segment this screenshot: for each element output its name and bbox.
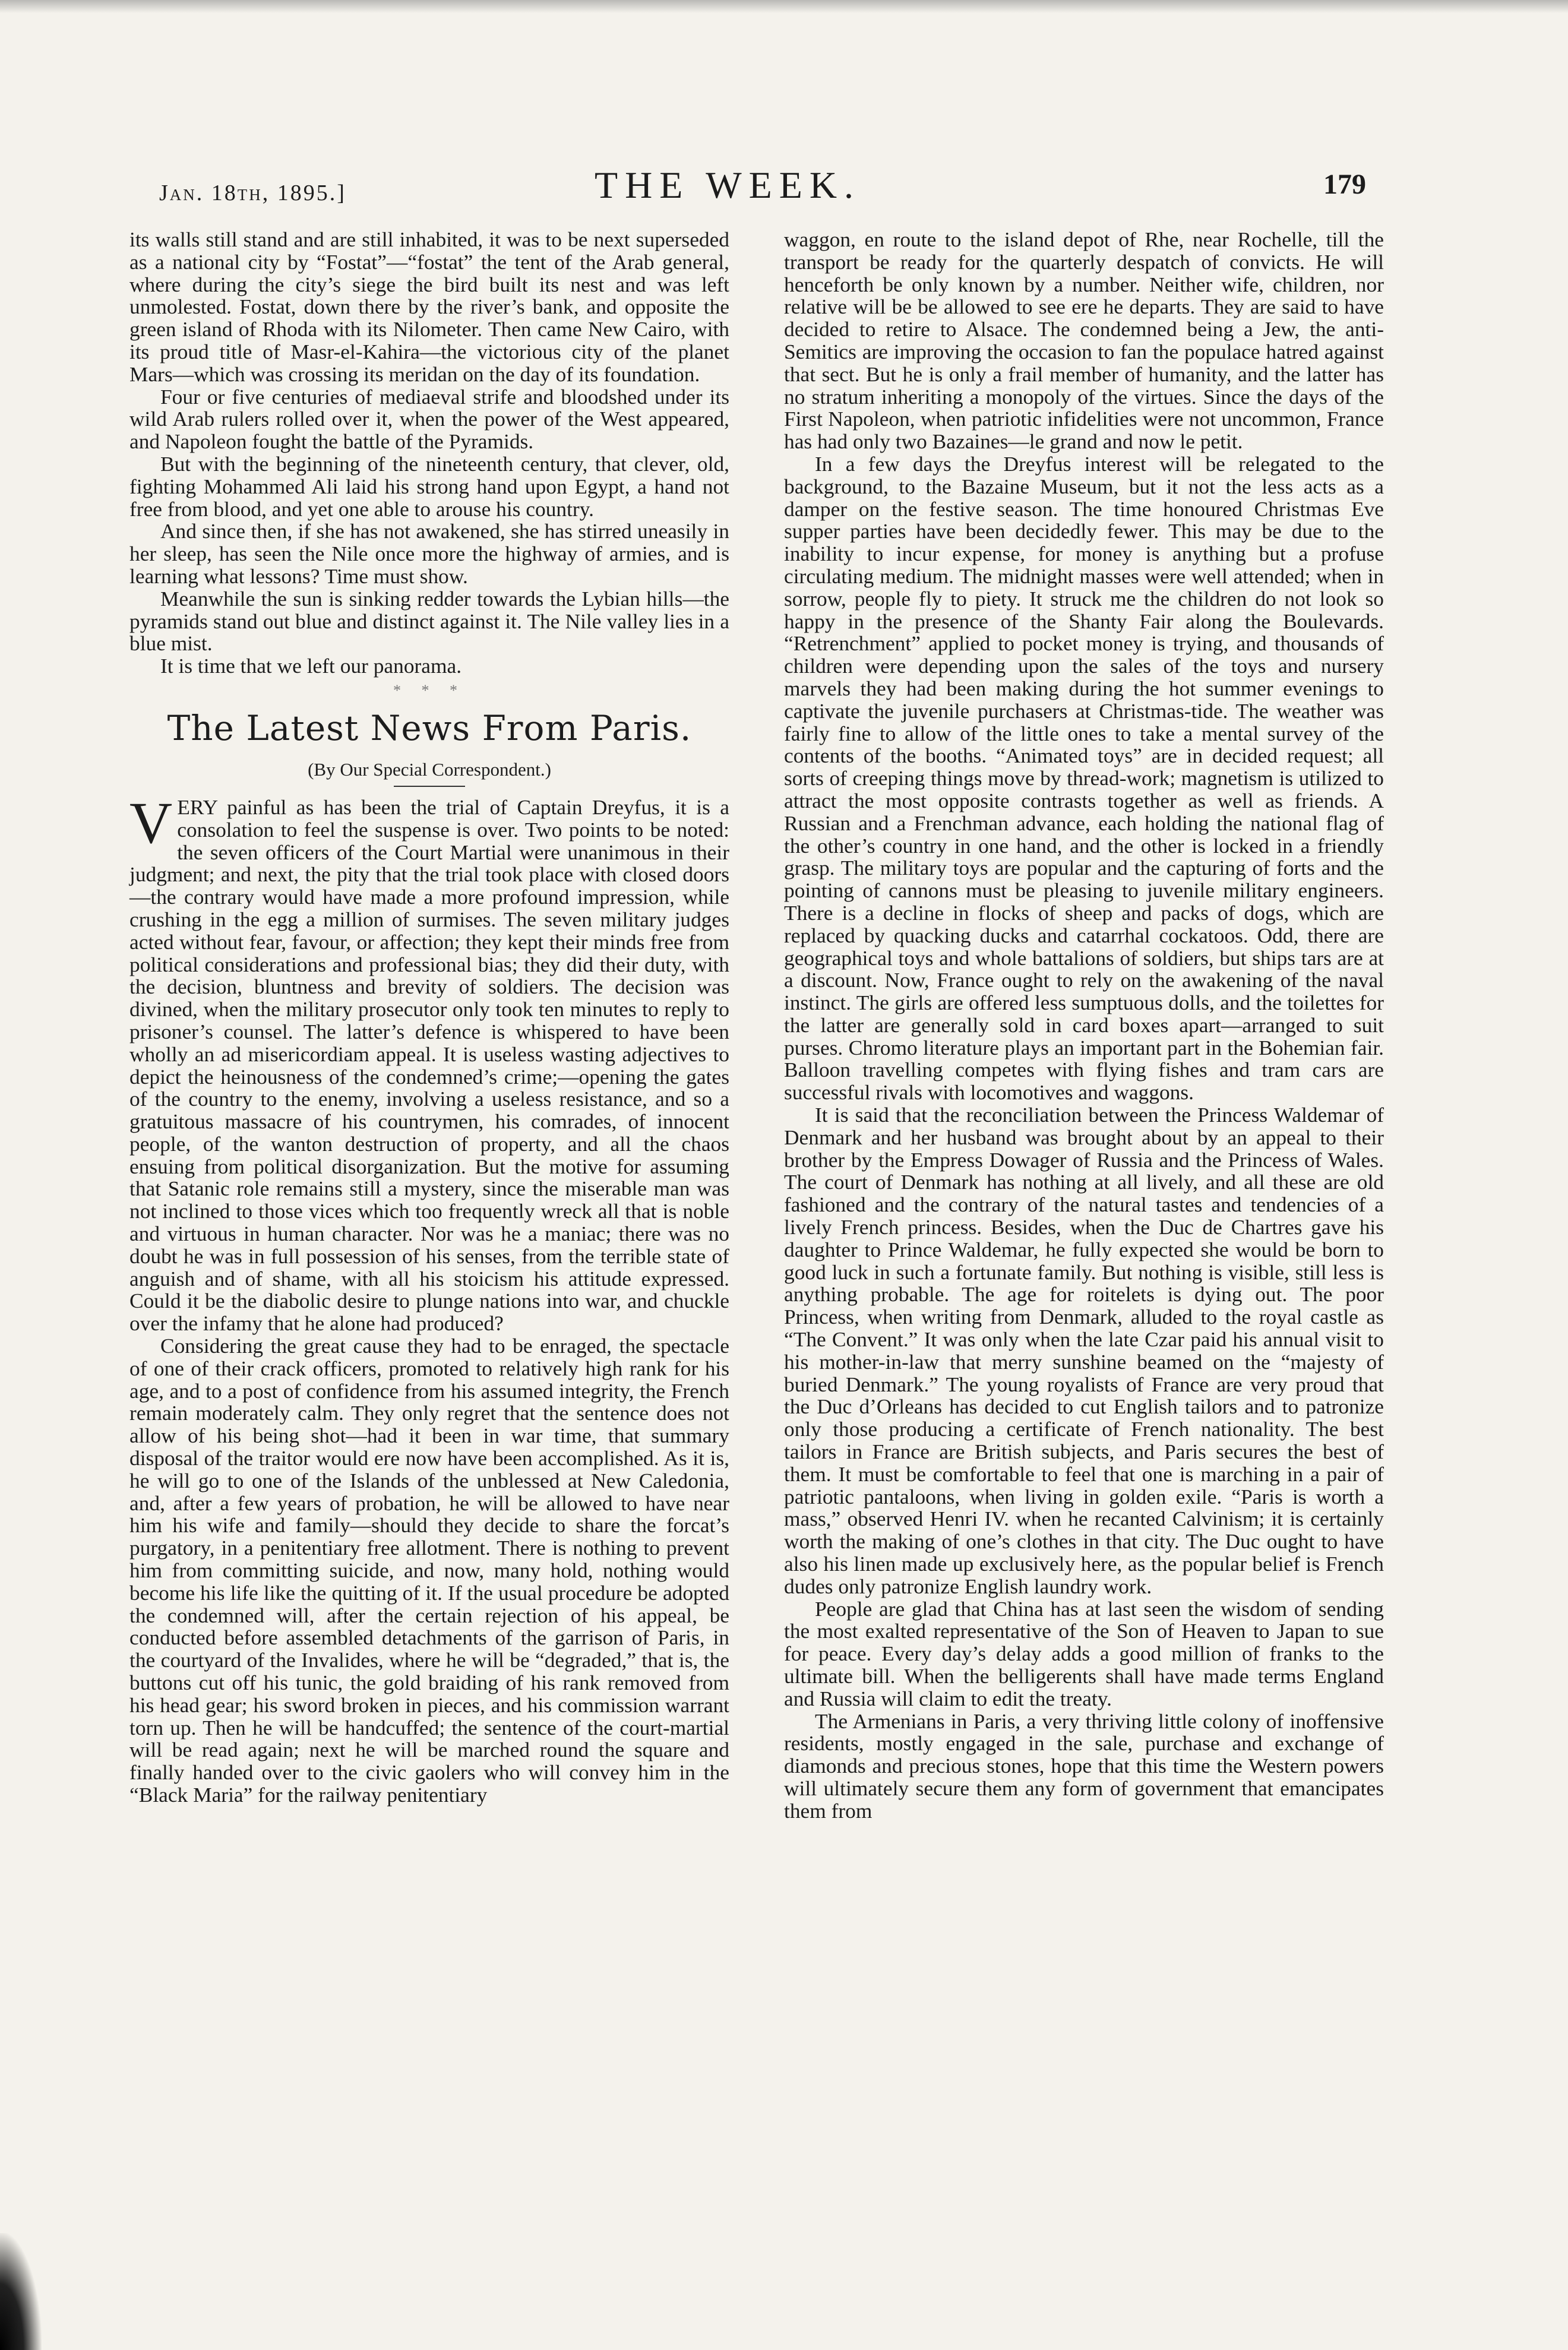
article-title: The Latest News From Paris. (167, 707, 692, 748)
paragraph: People are glad that China has at last seen the wisdom of sending the most exalted representative of the Son of Heaven to Japan to sue for peace. Every day’s delay adds a good million of franks to the ultimate bill. When the belligerents shall have made terms England and Russia will claim to edit the treaty. (784, 1596, 1384, 1710)
paragraph: And since then, if she has not awakened, she has stirred uneasily in her sleep, has seen the Nile once more the highway of armies, and is learning what lessons? Time must show. (129, 519, 729, 588)
paragraph: Considering the great cause they had to be enraged, the spectacle of one of their crack officers, promoted to relatively high rank for his age, and to a post of confidence from his assumed integrity, the French remain moderately calm. They only regret that the sentence does not allow of his being shot—had it been in war time, that summary disposal of the traitor would ere now have been accomplished. As it is, he will go to one of the Islands of the unblessed at New Caledonia, and, after a few years of probation, he will be allowed to have near him his wife and family—should they decide to share the forcat’s purgatory, in a penitentiary free allotment. There is nothing to prevent him from committing suicide, and now, many hold, nothing would become his life like the quitting of it. If the usual procedure be adopted the condemned will, after the certain rejection of his appeal, be conducted before assembled detachments of the garrison of Paris, in the courtyard of the Invalides, where he will be “degraded,” that is, the buttons cut off his tunic, the gold braiding of his rank removed from his head gear; his sword broken in pieces, and his commission warrant torn up. Then he will be handcuffed; the sentence of the court-martial will be read again; next he will be marched round the square and finally handed over to the civic gaolers who will convey him in the “Black Maria” for the railway penitentiary (129, 1334, 729, 1807)
scan-edge-top (0, 0, 1568, 13)
paragraph: The Armenians in Paris, a very thriving little colony of inoffensive residents, mostly engaged in the sale, purchase and exchange of diamonds and precious stones, hope that this time the Western powers will ultimately secure them any form of government that emancipates them from (784, 1709, 1384, 1823)
paragraph: It is said that the reconciliation between the Princess Waldemar of Denmark and her husband was brought about by an appeal to their brother by the Empress Dowager of Russia and the Princess of Wales. The court of Denmark has nothing at all lively, and all these are old fashioned and the contrary of the natural tastes and tendencies of a lively French princess. Besides, when the Duc de Chartres gave his daughter to Prince Waldemar, he fully expected she would be born to good luck in such a fortunate family. But nothing is visible, still less is anything probable. The age for roitelets is dying out. The poor Princess, when writing from Denmark, alluded to the royal castle as “The Convent.” It was only when the late Czar paid his annual visit to his mother-in-law that merry sunshine beamed on the “majesty of buried Denmark.” The young royalists of France are very proud that the Duc d’Orleans has decided to cut English tailors and to patronize only those producing a certificate of French nationality. The best tailors in France are British subjects, and Paris secures the best of them. It must be comfortable to feel that one is marching in a pair of patriotic pantaloons, when living in golden exile. “Paris is worth a mass,” observed Henri IV. when he recanted Calvinism; it is certainly worth the making of one’s clothes in that city. The Duc ought to have also his linen made up exclusively here, as the popular belief is French dudes only patronize English laundry work. (784, 1103, 1384, 1598)
left-column (129, 229, 729, 1807)
drop-cap: V (129, 789, 173, 856)
header-date: Jan. 18th, 1895.] (159, 181, 346, 205)
paragraph: waggon, en route to the island depot of Rhe, near Rochelle, till the transport be ready for the quarterly despatch of convicts. He will henceforth be only known by a number. Neither wife, children, nor relative will be be allowed to see ere he departs. They are said to have decided to retire to Alsace. The condemned being a Jew, the anti-Semitics are improving the occasion to fan the populace hatred against that sect. But he is only a frail member of humanity, and the latter has no stratum inheriting a monopoly of the virtues. Since the days of the First Napoleon, when patriotic infidelities were not uncommon, France has had only two Bazaines—le grand and now le petit. (784, 227, 1384, 454)
paragraph: Meanwhile the sun is sinking redder towards the Lybian hills—the pyramids stand out blue and distinct against it. The Nile valley lies in a blue mist. (129, 586, 729, 656)
page-header (89, 163, 1366, 217)
paragraph: It is time that we left our panorama. (160, 654, 462, 678)
section-ornament: * * * (393, 681, 466, 699)
page-number: 179 (1323, 169, 1366, 200)
paragraph: its walls still stand and are still inhabited, it was to be next superseded as a national city by “Fostat”—“fostat” the tent of the Arab general, where during the city’s siege the bird built its nest and was left unmolested. Fostat, down there by the river’s bank, and opposite the green island of Rhoda with its Nilometer. Then came New Cairo, with its proud title of Masr-el-Kahira—the victorious city of the planet Mars—which was crossing its meridan on the day of its foundation. (129, 227, 729, 386)
header-title: THE WEEK. (594, 164, 861, 206)
paragraph: But with the beginning of the nineteenth century, that clever, old, fighting Mohammed Ali laid his strong hand upon Egypt, a hand not free from blood, and yet one able to arouse his country. (129, 451, 729, 521)
byline-rule (394, 786, 465, 787)
right-column (784, 229, 1384, 1823)
paragraph-text: ERY painful as has been the trial of Captain Dreyfus, it is a consolation to feel the suspense is over. Two points to be noted: the seven officers of the Court Martial were unanimous in their judgment; and next, the pity that the trial took place with closed doors—the contrary would have made a more profound impression, while crushing in the egg a million of surmises. The seven military judges acted without fear, favour, or affection; they kept their minds free from political considerations and professional bias; they did their duty, with the decision, bluntness and brevity of soldiers. The decision was divined, when the military prosecutor only took ten minutes to reply to prisoner’s counsel. The latter’s defence is whispered to have been wholly an ad misericordiam appeal. It is useless wasting adjectives to depict the heinousness of the condemned’s crime;—opening the gates of the country to the enemy, involving a useless resistance, and so a gratuitous massacre of his countrymen, his comrades, of innocent people, of the wanton destruction of property, and all the chaos ensuing from political disorganization. But the motive for assuming that Satanic role remains still a mystery, since the miserable man was not inclined to those vices which too frequently wreck all that is noble and virtuous in human character. Nor was he a maniac; there was no doubt he was in full possession of his senses, from the terrible state of anguish and of shame, with all his stoicism his attitude expressed. Could it be the diabolic desire to plunge nations into war, and chuckle over the infamy that he alone had produced? (129, 795, 729, 1336)
paragraph: Four or five centuries of mediaeval strife and bloodshed under its wild Arab rulers rolled over it, when the power of the West appeared, and Napoleon fought the battle of the Pyramids. (129, 384, 729, 454)
paragraph: In a few days the Dreyfus interest will be relegated to the background, to the Bazaine Museum, but it not the less acts as a damper on the festive season. The time honoured Christmas Eve supper parties have been decidedly fewer. This may be due to the inability to incur expense, for money is anything but a profuse circulating medium. The midnight masses were well attended; when in sorrow, people fly to piety. It struck me the children do not look so happy in the presence of the Shanty Fair along the Boulevards. “Retrenchment” applied to pocket money is trying, and thousands of children were depending upon the sales of the toys and nursery marvels they had been making during the hot summer evenings to captivate the juvenile purchasers at Christmas-tide. The weather was fairly fine to allow of the little ones to take a mental survey of the contents of the booths. “Animated toys” are in decided request; all sorts of creeping things move by thread-work; magnetism is utilized to attract the most opposite contrasts together as well as friends. A Russian and a Frenchman advance, each holding the national flag of the other’s country in one hand, and the other is locked in a friendly grasp. The military toys are popular and the capturing of forts and the pointing of cannons must be pleasing to juvenile military engineers. There is a decline in flocks of sheep and packs of dogs, which are replaced by quacking ducks and catarrhal cockatoos. Odd, there are geographical toys and whole battalions of soldiers, but ships tars are at a discount. Now, France ought to rely on the awakening of the naval instinct. The girls are offered less sumptuous dolls, and the toilettes for the latter are generally sold in card boxes apart—arranged to suit purses. Chromo literature plays an important part in the Bohemian fair. Balloon travelling competes with flying fishes and tram cars are successful rivals with locomotives and waggons. (784, 451, 1384, 1105)
article-byline: (By Our Special Correspondent.) (308, 758, 551, 780)
scan-shadow-corner (0, 2233, 42, 2350)
paragraph (129, 789, 729, 1336)
